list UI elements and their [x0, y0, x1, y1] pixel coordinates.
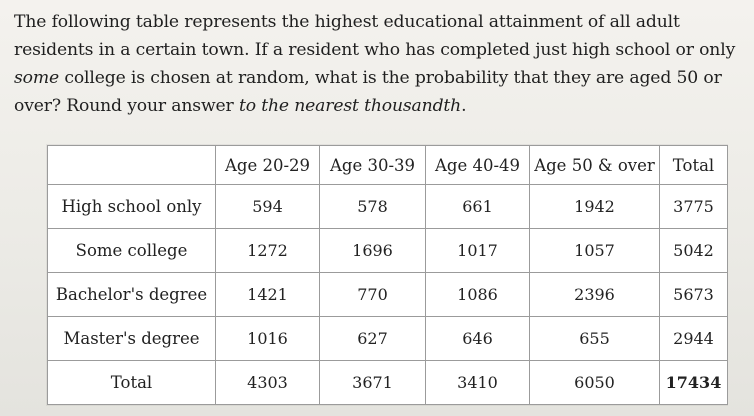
table-row-some-college	[48, 229, 728, 273]
table-cell: 3671	[320, 361, 426, 405]
table-cell: 661	[426, 185, 530, 229]
table-cell: 646	[426, 317, 530, 361]
table-cell: 655	[530, 317, 660, 361]
table-cell: 627	[320, 317, 426, 361]
table-row-bachelors	[48, 273, 728, 317]
table-cell: 6050	[530, 361, 660, 405]
row-label: High school only	[48, 185, 216, 229]
header-cell-age-20-29: Age 20-29	[216, 146, 320, 185]
question-part-3: .	[461, 96, 467, 116]
table-cell: 1696	[320, 229, 426, 273]
attainment-table	[47, 145, 728, 405]
table-cell: 5673	[660, 273, 728, 317]
table-cell: 3410	[426, 361, 530, 405]
table-header-row	[48, 146, 728, 185]
question-part-2: college is chosen at random, what is the probability that they are aged 50 or over? Round your answer	[14, 68, 722, 116]
question-emphasis-rounding: to the nearest thousandth	[238, 96, 462, 116]
table-cell: 1942	[530, 185, 660, 229]
header-cell-empty	[48, 146, 216, 185]
table-cell: 770	[320, 273, 426, 317]
table-cell: 3775	[660, 185, 728, 229]
question-emphasis-some: some	[14, 68, 60, 88]
table-cell: 578	[320, 185, 426, 229]
question-part-1: The following table represents the highest educational attainment of all adult residents in a certain town. If a resident who has completed just high school or only	[14, 12, 736, 60]
table-cell: 594	[216, 185, 320, 229]
question-text	[14, 8, 742, 120]
table-cell: 2944	[660, 317, 728, 361]
table-cell: 4303	[216, 361, 320, 405]
table-cell: 1057	[530, 229, 660, 273]
table-cell: 1421	[216, 273, 320, 317]
row-label: Some college	[48, 229, 216, 273]
header-cell-age-50-over: Age 50 & over	[530, 146, 660, 185]
table-cell: 2396	[530, 273, 660, 317]
row-label: Bachelor's degree	[48, 273, 216, 317]
header-cell-age-40-49: Age 40-49	[426, 146, 530, 185]
grand-total-cell: 17434	[660, 361, 728, 405]
table-cell: 1272	[216, 229, 320, 273]
table-cell: 5042	[660, 229, 728, 273]
row-label: Total	[48, 361, 216, 405]
row-label: Master's degree	[48, 317, 216, 361]
header-cell-age-30-39: Age 30-39	[320, 146, 426, 185]
table-cell: 1017	[426, 229, 530, 273]
table-row-total	[48, 361, 728, 405]
table-row-high-school	[48, 185, 728, 229]
attainment-table-container	[47, 145, 727, 405]
table-cell: 1086	[426, 273, 530, 317]
table-cell: 1016	[216, 317, 320, 361]
header-cell-total: Total	[660, 146, 728, 185]
table-row-masters	[48, 317, 728, 361]
